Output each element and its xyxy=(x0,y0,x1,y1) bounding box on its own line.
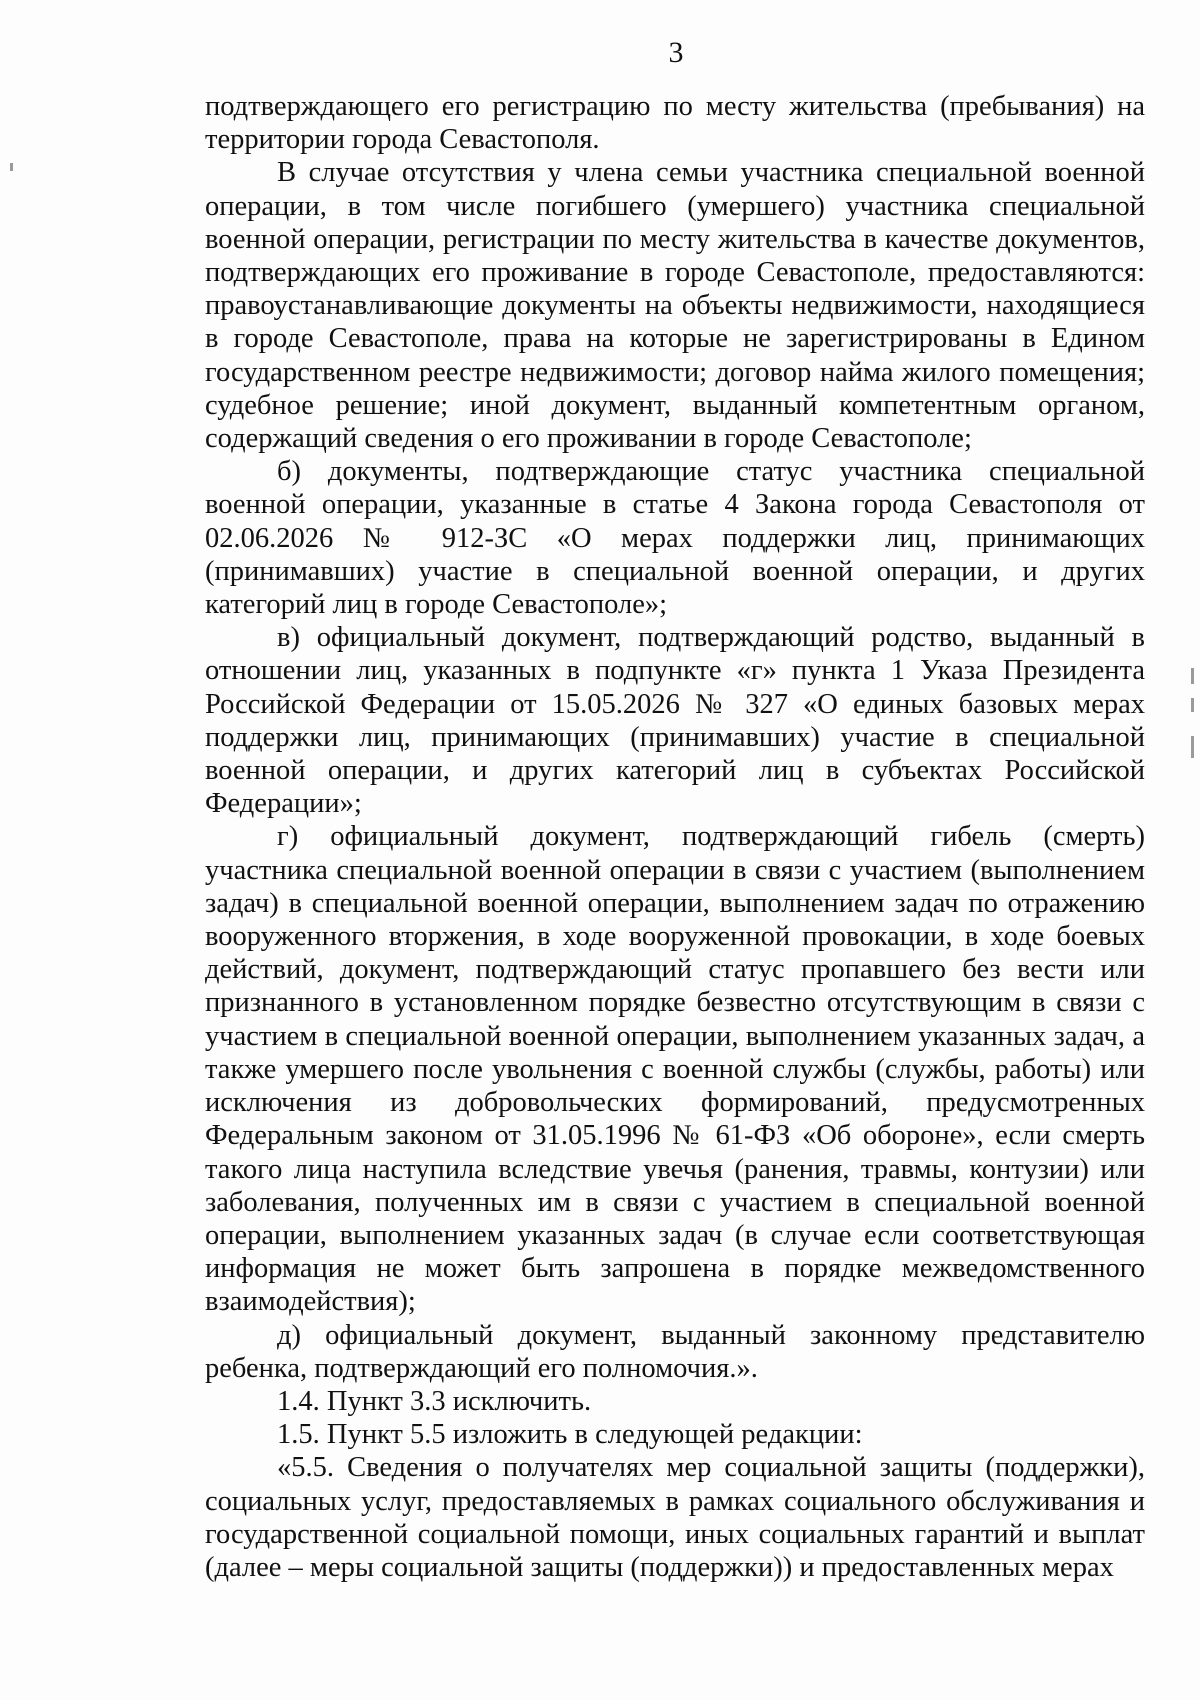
scan-artifact-right xyxy=(1191,736,1194,758)
paragraph-item-g: г) официальный документ, подтверждающий гибель (смерть) участника специальной военной операции в связи с участием (выполнением задач) в специальной военной операции, выполнением задач по отражению вооруженного вторжения, в ходе вооруженной провокации, в ходе боевых действий, документ, подтверждающий статус пропавшего без вести или признанного в установленном порядке безвестно отсутствующим в связи с участием в специальной военной операции, выполнением указанных задач, а также умершего после увольнения с военной службы (службы, работы) или исключения из добровольческих формирований, предусмотренных Федеральным законом от 31.05.1996 № 61-ФЗ «Об обороне», если смерть такого лица наступила вследствие увечья (ранения, травмы, контузии) или заболевания, полученных им в связи с участием в специальной военной операции, выполнением указанных задач (в случае если соответствующая информация не может быть запрошена в порядке межведомственного взаимодействия); xyxy=(205,821,1145,1318)
document-body xyxy=(205,90,1145,1584)
paragraph-clause-5-5: «5.5. Сведения о получателях мер социальной защиты (поддержки), социальных услуг, предоставляемых в рамках социального обслуживания и государственной социальной помощи, иных социальных гарантий и выплат (далее – меры социальной защиты (поддержки)) и предоставленных мерах xyxy=(205,1452,1145,1583)
scan-artifact-right xyxy=(1191,668,1194,684)
scan-artifact-left xyxy=(10,163,13,171)
paragraph-absence-of-registration: В случае отсутствия у члена семьи участника специальной военной операции, в том числе погибшего (умершего) участника специальной военной операции, регистрации по месту жительства в качестве документов, подтверждающих его проживание в городе Севастополе, предоставляются: правоустанавливающие документы на объекты недвижимости, находящиеся в городе Севастополе, права на которые не зарегистрированы в Едином государственном реестре недвижимости; договор найма жилого помещения; судебное решение; иной документ, выданный компетентным органом, содержащий сведения о его проживании в городе Севастополе; xyxy=(205,157,1145,455)
paragraph-clause-1-5: 1.5. Пункт 5.5 изложить в следующей редакции: xyxy=(277,1419,863,1451)
paragraph-clause-1-4: 1.4. Пункт 3.3 исключить. xyxy=(277,1385,592,1417)
page-number: 3 xyxy=(668,36,684,69)
paragraph-item-v: в) официальный документ, подтверждающий родство, выданный в отношении лиц, указанных в подпункте «г» пункта 1 Указа Президента Российской Федерации от 15.05.2026 № 327 «О единых базовых мерах поддержки лиц, принимающих (принимавших) участие в специальной военной операции, и других категорий лиц в субъектах Российской Федерации»; xyxy=(205,622,1145,820)
paragraph-item-d: д) официальный документ, выданный законному представителю ребенка, подтверждающий его полномочия.». xyxy=(205,1319,1145,1384)
scan-artifact-right xyxy=(1191,698,1194,712)
paragraph-registration-continuation: подтверждающего его регистрацию по месту жительства (пребывания) на территории города Севастополя. xyxy=(205,91,1145,156)
paragraph-item-b: б) документы, подтверждающие статус участника специальной военной операции, указанные в статье 4 Закона города Севастополя от 02.06.2026 № 912-ЗС «О мерах поддержки лиц, принимающих (принимавших) участие в специальной военной операции, и других категорий лиц в городе Севастополе»; xyxy=(205,456,1145,621)
